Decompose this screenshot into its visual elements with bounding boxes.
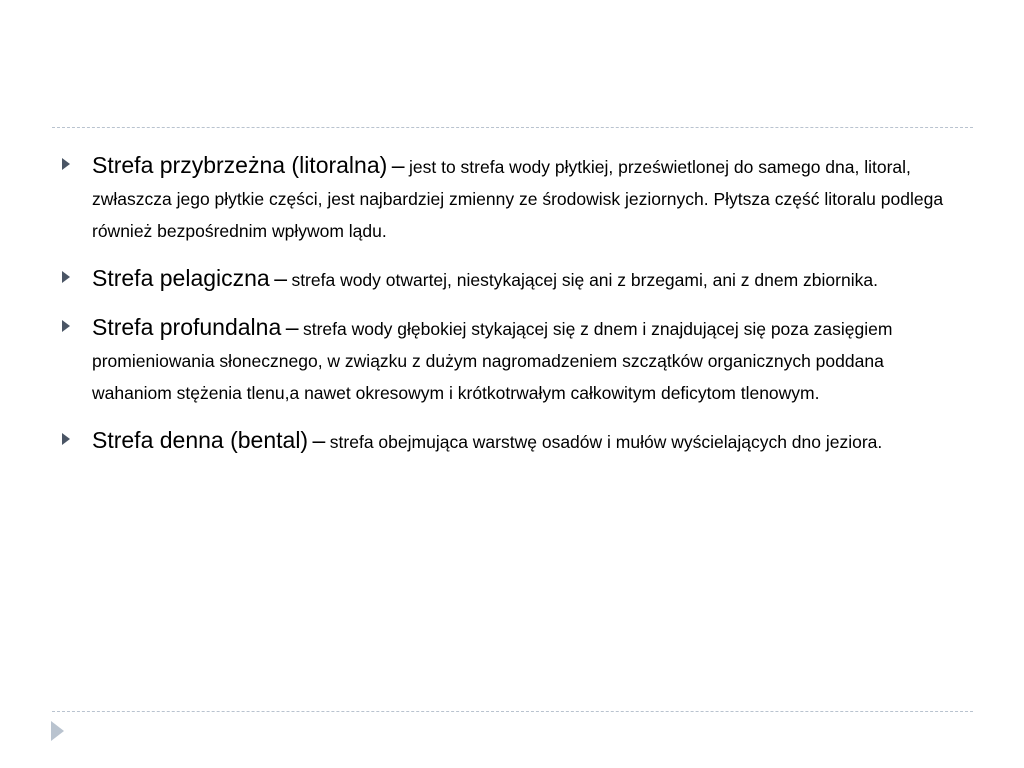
bullet-dash: – (391, 152, 405, 178)
triangle-right-icon (62, 158, 70, 170)
bullet-text (92, 150, 960, 248)
bullet-item (60, 150, 960, 248)
bullet-dash: – (274, 265, 287, 291)
bullet-description: jest to strefa wody płytkiej, prześwietlonej do samego dna, litoral, zwłaszcza jego płytkie części, jest najbardziej zmienny ze środowisk jeziornych. Płytsza część litoralu podlega również bezpośrednim wpływom lądu. (92, 157, 944, 241)
bullet-text (92, 312, 960, 410)
play-triangle-icon[interactable] (51, 721, 64, 741)
slide-content (60, 150, 960, 474)
bullet-term: Strefa profundalna (92, 314, 282, 340)
bullet-description: strefa obejmująca warstwę osadów i mułów wyścielających dno jeziora. (329, 432, 883, 452)
bullet-item (60, 312, 960, 410)
bullet-term: Strefa przybrzeżna (litoralna) (92, 152, 388, 178)
bullet-term: Strefa denna (bental) (92, 427, 309, 453)
bullet-item (60, 425, 960, 459)
bullet-dash: – (312, 427, 326, 453)
bullet-term: Strefa pelagiczna (92, 265, 270, 291)
top-divider (52, 127, 973, 128)
bullet-description: strefa wody głębokiej stykającej się z dnem i znajdującej się poza zasięgiem promieniowania słonecznego, w związku z dużym nagromadzeniem szczątków organicznych poddana wahaniom stężenia tlenu,a nawet okresowym i krótkotrwałym całkowitym deficytom tlenowym. (92, 319, 893, 403)
triangle-right-icon (62, 271, 70, 283)
bullet-dash: – (285, 314, 299, 340)
bullet-text (92, 425, 960, 459)
bullet-text (92, 263, 960, 297)
triangle-right-icon (62, 320, 70, 332)
bottom-divider (52, 711, 973, 712)
triangle-right-icon (62, 433, 70, 445)
bullet-description: strefa wody otwartej, niestykającej się ani z brzegami, ani z dnem zbiornika. (291, 270, 878, 290)
bullet-item (60, 263, 960, 297)
